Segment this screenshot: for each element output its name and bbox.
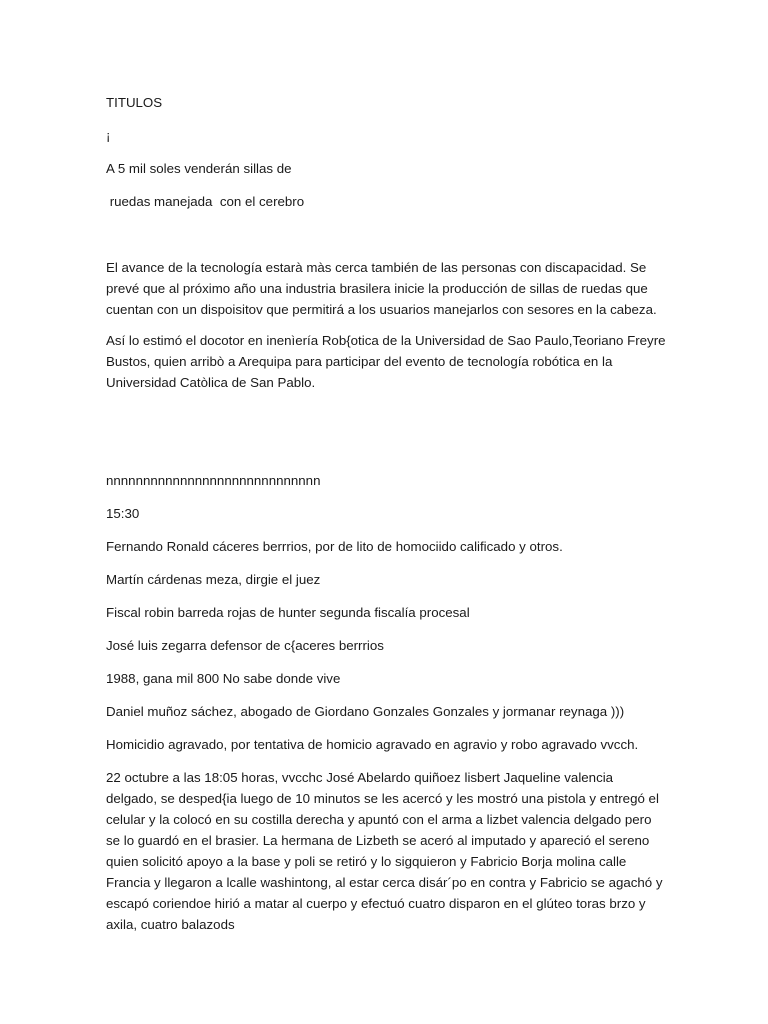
document-body <box>106 92 670 935</box>
document-title: TITULOS <box>106 95 163 110</box>
note-martin: Martín cárdenas meza, dirgie el juez <box>106 572 321 587</box>
document-mark: ¡ <box>106 128 111 143</box>
filler-line: nnnnnnnnnnnnnnnnnnnnnnnnnnnnn <box>106 473 321 488</box>
paragraph-technology: El avance de la tecnología estarà màs cerca también de las personas con discapacidad. Se prevé que al próximo año una industria brasilera inicie la producción de sillas de ruedas que cuentan con un dispoisitov que permitirá a los usuarios manejarlos con sesores en la cabeza. <box>106 260 657 317</box>
note-fernando: Fernando Ronald cáceres berrrios, por de lito de homociido calificado y otros. <box>106 539 563 554</box>
note-jose: José luis zegarra defensor de c{aceres berrrios <box>106 638 384 653</box>
paragraph-incident: 22 octubre a las 18:05 horas, vvcchc José Abelardo quiñoez lisbert Jaqueline valencia delgado, se desped{ia luego de 10 minutos se les acercó y les mostró una pistola y entregó el celular y la colocó en su costilla derecha y apuntó con el arma a lizbet valencia delgado pero se lo guardó en el brasier. La hermana de Lizbeth se aceró al imputado y apareció el sereno quien solicitó apoyo a la base y poli se retiró y lo sigquieron y Fabricio Borja molina calle Francia y llegaron a lcalle washintong, al estar cerca disár´po en contra y Fabricio se agachó y escapó coriendoe hirió a matar al cuerpo y efectuó cuatro disparon en el glúteo toras brzo y axila, cuatro balazods <box>106 770 667 932</box>
time-line: 15:30 <box>106 506 140 521</box>
paragraph-doctor: Así lo estimó el docotor en inenìería Rob{otica de la Universidad de Sao Paulo,Teoriano Freyre Bustos, quien arribò a Arequipa para participar del evento de tecnología robótica en la Universidad Catòlica de San Pablo. <box>106 333 670 390</box>
note-fiscal: Fiscal robin barreda rojas de hunter segunda fiscalía procesal <box>106 605 470 620</box>
note-daniel: Daniel muñoz sáchez, abogado de Giordano Gonzales Gonzales y jormanar reynaga ))) <box>106 704 625 719</box>
headline-line-1: A 5 mil soles venderán sillas de <box>106 161 292 176</box>
note-homicidio: Homicidio agravado, por tentativa de homicio agravado en agravio y robo agravado vvcch. <box>106 737 639 752</box>
note-1988: 1988, gana mil 800 No sabe donde vive <box>106 671 341 686</box>
headline-line-2: ruedas manejada con el cerebro <box>106 194 305 209</box>
